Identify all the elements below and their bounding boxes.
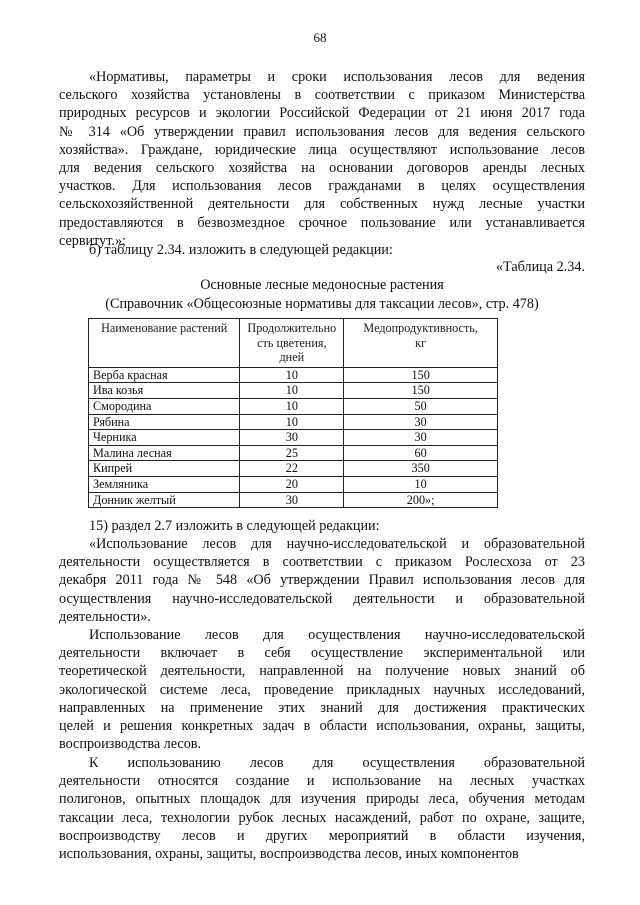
cell-bloom-days: 10 <box>240 398 344 414</box>
table-row <box>89 445 498 461</box>
header-text: кг <box>415 335 427 350</box>
cell-plant-name: Ива козья <box>89 383 240 399</box>
table-row <box>89 461 498 477</box>
paragraph-line: № 314 «Об утверждении правил использования лесов для ведения сельского <box>59 123 585 140</box>
header-honey-productivity <box>344 319 498 368</box>
cell-honey-kg: 150 <box>344 383 498 399</box>
cell-bloom-days: 10 <box>240 414 344 430</box>
paragraph-line: К использованию лесов для осуществления образовательной <box>89 755 585 771</box>
paragraph-line: экологической системе леса, проведение прикладных научных исследований, <box>59 681 585 698</box>
cell-plant-name: Донник желтый <box>89 492 240 508</box>
paragraph-line: деятельности». <box>59 608 151 625</box>
paragraph-line: деятельности относятся создание и использование на лесных участках <box>59 773 585 790</box>
item-15-line <box>59 517 585 535</box>
cell-honey-kg: 200»; <box>344 492 498 508</box>
paragraph-line: «Использование лесов для научно-исследовательской и образовательной <box>89 536 585 552</box>
cell-honey-kg: 30 <box>344 414 498 430</box>
header-plant-name <box>89 319 240 368</box>
paragraph-line: воспроизводства лесов. <box>59 736 202 753</box>
header-text: сть цветения, <box>257 335 327 350</box>
cell-bloom-days: 20 <box>240 476 344 492</box>
paragraph-line: таксации леса, технологии рубок лесных насаждений, работ по охране, защите, <box>59 809 585 826</box>
table-row <box>89 414 498 430</box>
paragraph-line: для ведения сельского хозяйства на основании договоров аренды лесных <box>59 159 585 176</box>
honey-plants-table <box>88 318 498 508</box>
paragraph-line: предоставляются в безвозмездное срочное пользование или устанавливается <box>59 214 585 231</box>
paragraph-line: сервитут.»; <box>59 232 126 249</box>
paragraph-research-use <box>59 535 585 626</box>
page-number: 68 <box>313 30 327 45</box>
paragraph-line: хозяйства». Граждане, юридические лица осуществляют использование лесов <box>59 141 585 158</box>
table-row <box>89 383 498 399</box>
cell-honey-kg: 60 <box>344 445 498 461</box>
item-b-line <box>59 241 585 259</box>
header-text: Продолжительно <box>247 321 337 335</box>
paragraph-line: воспроизводству лесов и других мероприятий в области изучения, <box>59 827 585 844</box>
paragraph-line: полигонов, опытных площадок для изучения природы леса, обучения методам <box>59 791 585 808</box>
table-row <box>89 398 498 414</box>
paragraph-line: сельскохозяйственной деятельности для собственных нужд лесные участки <box>59 196 585 213</box>
table-row <box>89 476 498 492</box>
cell-honey-kg: 30 <box>344 430 498 446</box>
cell-bloom-days: 30 <box>240 430 344 446</box>
table-row <box>89 492 498 508</box>
paragraph-research-activity <box>59 626 585 753</box>
cell-bloom-days: 22 <box>240 461 344 477</box>
cell-plant-name: Малина лесная <box>89 445 240 461</box>
header-text: дней <box>279 350 305 365</box>
paragraph-line: теоретической деятельности, направленной на получение новых знаний об <box>59 663 585 680</box>
item-b-text: б) таблицу 2.34. изложить в следующей редакции: <box>89 242 393 258</box>
paragraph-line: декабря 2011 года № 548 «Об утверждении Правил использования лесов для <box>59 572 585 589</box>
paragraph-line: Использование лесов для осуществления научно-исследовательской <box>89 627 585 643</box>
cell-bloom-days: 25 <box>240 445 344 461</box>
paragraph-line: осуществления научно-исследовательской деятельности и образовательной <box>59 590 585 607</box>
paragraph-line: деятельности включает в себя осуществление экспериментальной или <box>59 645 585 662</box>
header-text: Наименование растений <box>101 321 228 335</box>
paragraph-line: направленных на применение этих знаний для достижения практических <box>59 699 585 716</box>
cell-plant-name: Верба красная <box>89 367 240 383</box>
paragraph-line: использования, охраны, защиты, воспроизводства лесов, иных компонентов <box>59 845 519 862</box>
header-text: Медопродуктивность, <box>363 321 478 335</box>
item-15-text: 15) раздел 2.7 изложить в следующей редакции: <box>89 518 380 534</box>
cell-bloom-days: 30 <box>240 492 344 508</box>
paragraph-line: деятельности осуществляется в соответствии с приказом Рослесхоза от 23 <box>59 554 585 571</box>
cell-plant-name: Смородина <box>89 398 240 414</box>
header-bloom-duration <box>240 319 344 368</box>
paragraph-line: участков. Для использования лесов гражданами в целях осуществления <box>59 178 585 195</box>
table-reference: «Таблица 2.34. <box>495 259 585 275</box>
cell-honey-kg: 10 <box>344 476 498 492</box>
table-header-row <box>89 319 498 368</box>
cell-plant-name: Земляника <box>89 476 240 492</box>
paragraph-line: целей и решения конкретных задач в области использования, охраны, защиты, <box>59 717 585 734</box>
table-row <box>89 367 498 383</box>
table-title: Основные лесные медоносные растения <box>200 277 444 293</box>
paragraph-line: сельского хозяйства установлены в соответствии с приказом Министерства <box>59 87 585 104</box>
cell-bloom-days: 10 <box>240 367 344 383</box>
table-source: (Справочник «Общесоюзные нормативы для таксации лесов», стр. 478) <box>105 296 539 312</box>
cell-honey-kg: 350 <box>344 461 498 477</box>
cell-honey-kg: 150 <box>344 367 498 383</box>
paragraph-education-activity <box>59 754 585 863</box>
cell-plant-name: Кипрей <box>89 461 240 477</box>
paragraph-line: «Нормативы, параметры и сроки использования лесов для ведения <box>89 69 585 85</box>
cell-honey-kg: 50 <box>344 398 498 414</box>
cell-bloom-days: 10 <box>240 383 344 399</box>
paragraph-agriculture-norms <box>59 68 585 250</box>
table-row <box>89 430 498 446</box>
paragraph-line: природных ресурсов и экологии Российской Федерации от 21 июня 2017 года <box>59 105 585 122</box>
cell-plant-name: Рябина <box>89 414 240 430</box>
cell-plant-name: Черника <box>89 430 240 446</box>
